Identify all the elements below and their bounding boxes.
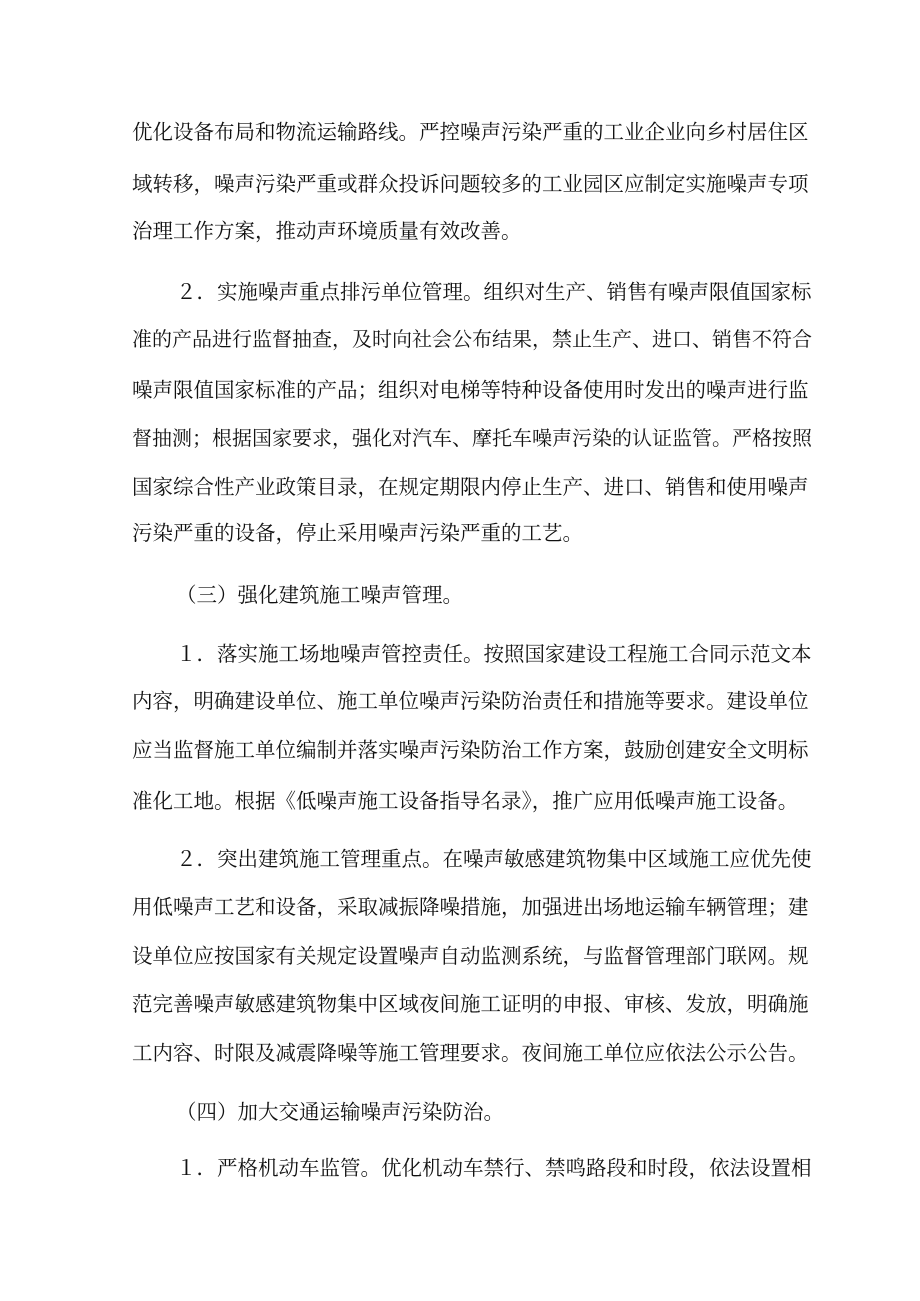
text-line: 噪声限值国家标准的产品；组织对电梯等特种设备使用时发出的噪声进行监: [132, 378, 809, 402]
text-line: 工内容、时限及减震降噪等施工管理要求。夜间施工单位应依法公示公告。: [132, 1041, 809, 1065]
text-line: 治理工作方案，推动声环境质量有效改善。: [132, 219, 522, 243]
text-line: 优化设备布局和物流运输路线。严控噪声污染严重的工业企业向乡村居住区: [132, 120, 809, 144]
section-heading: （四）加大交通运输噪声污染防治。: [176, 1100, 504, 1124]
text-line: 准的产品进行监督抽查，及时向社会公布结果，禁止生产、进口、销售不符合: [132, 327, 812, 351]
text-line: 国家综合性产业政策目录，在规定期限内停止生产、进口、销售和使用噪声: [132, 475, 809, 499]
paragraph-start-line: １．严格机动车监管。优化机动车禁行、禁鸣路段和时段，依法设置相: [176, 1156, 812, 1180]
text-line: 范完善噪声敏感建筑物集中区域夜间施工证明的申报、审核、发放，明确施: [132, 992, 809, 1016]
text-line: 用低噪声工艺和设备，采取减振降噪措施，加强进出场地运输车辆管理；建: [132, 895, 809, 919]
text-line: 污染严重的设备，停止采用噪声污染严重的工艺。: [132, 521, 583, 545]
paragraph-start-line: １．落实施工场地噪声管控责任。按照国家建设工程施工合同示范文本: [176, 642, 812, 666]
section-heading: （三）强化建筑施工噪声管理。: [176, 583, 463, 607]
paragraph-start-line: ２．实施噪声重点排污单位管理。组织对生产、销售有噪声限值国家标: [176, 280, 812, 304]
text-line: 应当监督施工单位编制并落实噪声污染防治工作方案，鼓励创建安全文明标: [132, 738, 809, 762]
text-line: 内容，明确建设单位、施工单位噪声污染防治责任和措施等要求。建设单位: [132, 689, 809, 713]
text-line: 域转移，噪声污染严重或群众投诉问题较多的工业园区应制定实施噪声专项: [132, 172, 809, 196]
text-line: 督抽测；根据国家要求，强化对汽车、摩托车噪声污染的认证监管。严格按照: [132, 426, 812, 450]
text-line: 准化工地。根据《低噪声施工设备指导名录》，推广应用低噪声施工设备。: [132, 789, 799, 813]
paragraph-start-line: ２．突出建筑施工管理重点。在噪声敏感建筑物集中区域施工应优先使: [176, 847, 812, 871]
text-line: 设单位应按国家有关规定设置噪声自动监测系统，与监督管理部门联网。规: [132, 944, 809, 968]
